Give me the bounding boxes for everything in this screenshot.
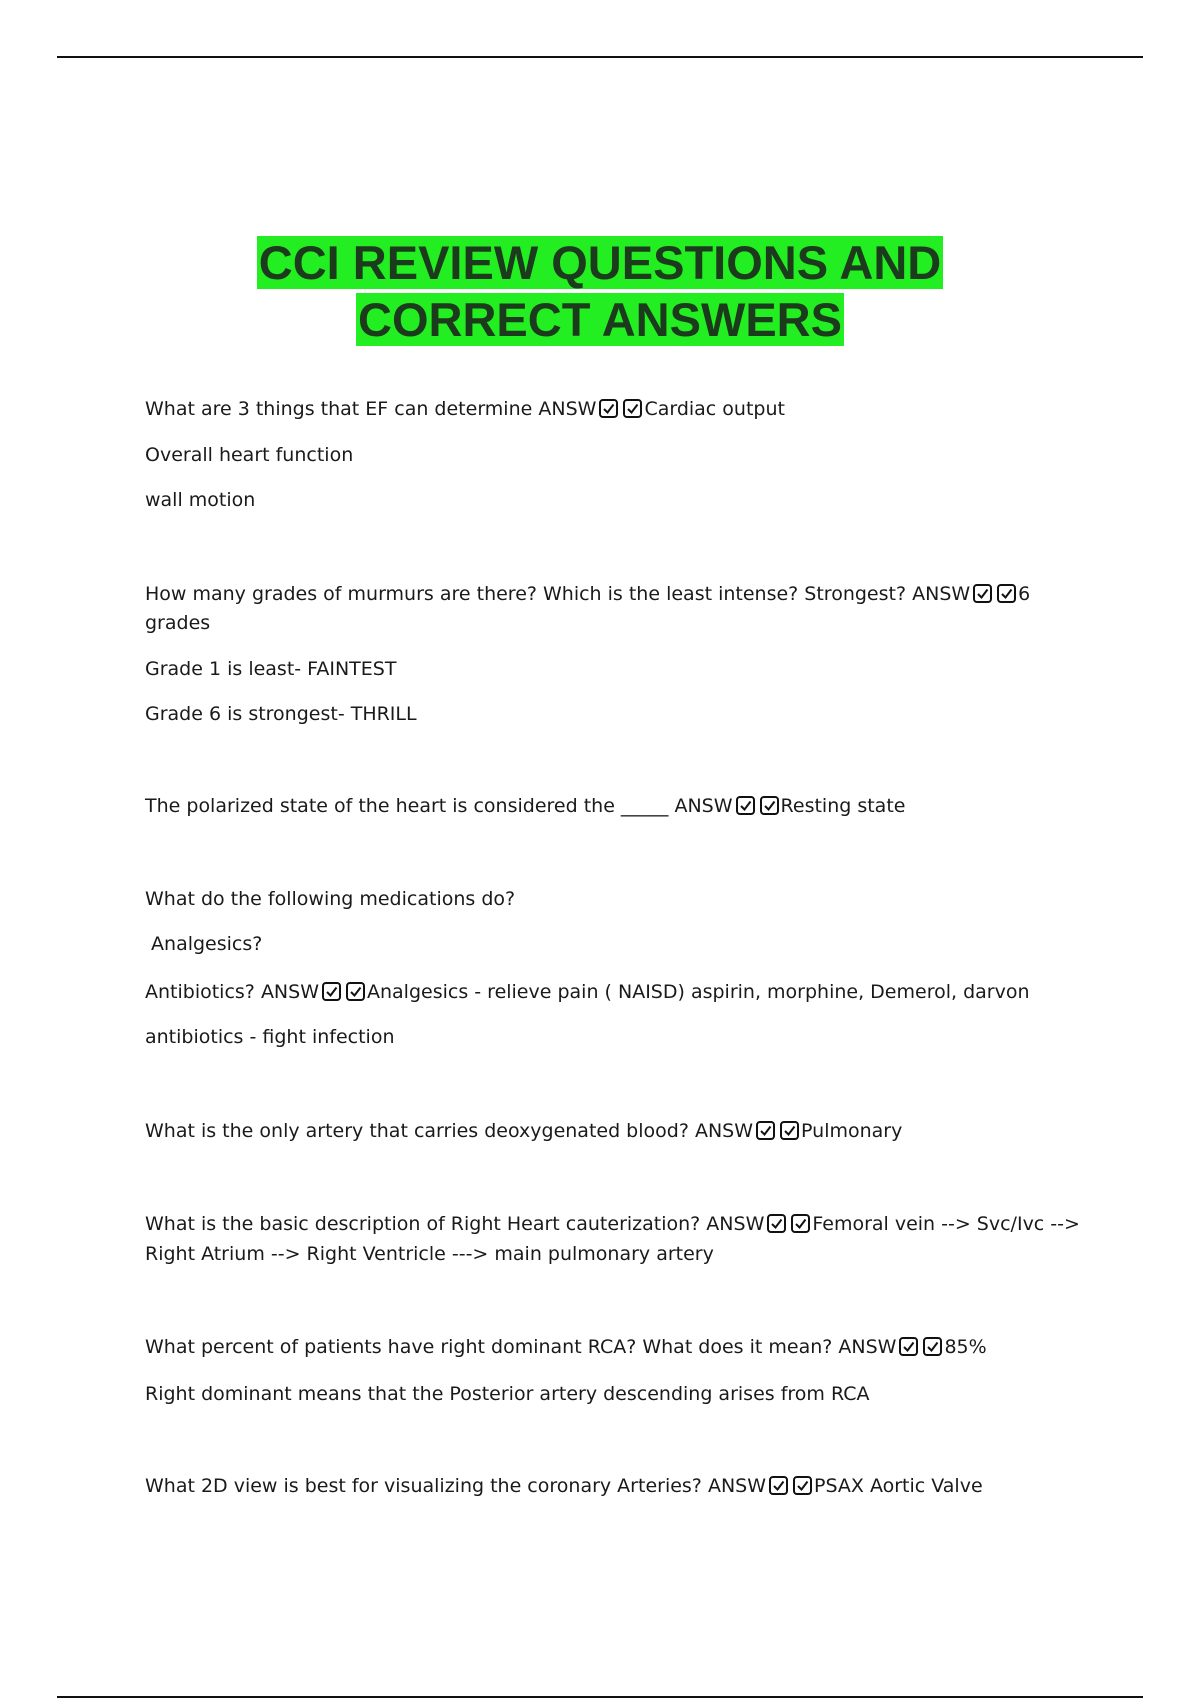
- check-box-icon: [973, 584, 992, 603]
- question-text: What percent of patients have right dominant RCA? What does it mean?: [145, 1336, 833, 1358]
- qa-1-extra-2: wall motion: [145, 489, 256, 511]
- document-title: [0, 234, 1200, 348]
- qa-6-question-line: [145, 1210, 1080, 1238]
- question-text: Antibiotics?: [145, 981, 255, 1003]
- check-box-icon: [756, 1121, 775, 1140]
- answer-text: 6: [1018, 583, 1031, 605]
- check-box-icon: [791, 1214, 810, 1233]
- qa-6-answer-cont: Right Atrium --> Right Ventricle ---> main pulmonary artery: [145, 1243, 714, 1265]
- check-box-icon: [899, 1337, 918, 1356]
- qa-4-pre-1: What do the following medications do?: [145, 888, 516, 910]
- answer-marker: ANSW: [694, 1120, 754, 1142]
- qa-2-answer-cont: grades: [145, 612, 211, 634]
- check-box-icon: [322, 982, 341, 1001]
- qa-1-extra-1: Overall heart function: [145, 444, 354, 466]
- qa-2-question-line: [145, 580, 1030, 608]
- check-box-icon: [736, 796, 755, 815]
- qa-8-question-line: [145, 1472, 983, 1500]
- answer-text: Cardiac output: [644, 398, 785, 420]
- qa-7-extra-1: Right dominant means that the Posterior artery descending arises from RCA: [145, 1383, 870, 1405]
- check-box-icon: [760, 796, 779, 815]
- answer-marker: ANSW: [260, 981, 319, 1003]
- footer-rule: [57, 1696, 1143, 1698]
- qa-2-extra-1: Grade 1 is least- FAINTEST: [145, 658, 397, 680]
- answer-marker: ANSW: [912, 583, 971, 605]
- answer-marker: ANSW: [706, 1213, 765, 1235]
- title-line-1: CCI REVIEW QUESTIONS AND: [258, 236, 942, 289]
- question-text: What is the only artery that carries deoxygenated blood?: [145, 1120, 689, 1142]
- check-box-icon: [769, 1476, 788, 1495]
- answer-marker: ANSW: [538, 398, 597, 420]
- question-text: How many grades of murmurs are there? Which is the least intense? Strongest?: [145, 583, 907, 605]
- header-rule: [57, 56, 1143, 58]
- answer-marker: ANSW: [707, 1475, 767, 1497]
- qa-5-question-line: [145, 1117, 902, 1145]
- answer-text: Pulmonary: [801, 1120, 903, 1142]
- check-box-icon: [793, 1476, 812, 1495]
- question-text: What 2D view is best for visualizing the coronary Arteries?: [145, 1475, 702, 1497]
- qa-3-question-line: [145, 792, 905, 820]
- qa-4-pre-2: Analgesics?: [145, 933, 263, 955]
- check-box-icon: [346, 982, 365, 1001]
- answer-text: PSAX Aortic Valve: [814, 1475, 983, 1497]
- title-line-2: CORRECT ANSWERS: [358, 293, 842, 346]
- answer-marker: ANSW: [838, 1336, 897, 1358]
- check-box-icon: [599, 399, 618, 418]
- qa-7-question-line: [145, 1333, 987, 1361]
- question-text: The polarized state of the heart is considered the _____: [145, 795, 669, 817]
- qa-4-extra-1: antibiotics - fight infection: [145, 1026, 395, 1048]
- check-box-icon: [767, 1214, 786, 1233]
- answer-text: Femoral vein --> Svc/Ivc -->: [812, 1213, 1080, 1235]
- qa-1-question-line: [145, 395, 785, 423]
- check-box-icon: [997, 584, 1016, 603]
- answer-marker: ANSW: [674, 795, 733, 817]
- answer-text: Resting state: [780, 795, 906, 817]
- check-box-icon: [780, 1121, 799, 1140]
- question-text: What are 3 things that EF can determine: [145, 398, 533, 420]
- question-text: What is the basic description of Right Heart cauterization?: [145, 1213, 701, 1235]
- answer-text: 85%: [944, 1336, 987, 1358]
- answer-text: Analgesics - relieve pain ( NAISD) aspirin, morphine, Demerol, darvon: [367, 981, 1030, 1003]
- check-box-icon: [923, 1337, 942, 1356]
- check-box-icon: [623, 399, 642, 418]
- qa-2-extra-2: Grade 6 is strongest- THRILL: [145, 703, 417, 725]
- qa-4-question-line: [145, 978, 1030, 1006]
